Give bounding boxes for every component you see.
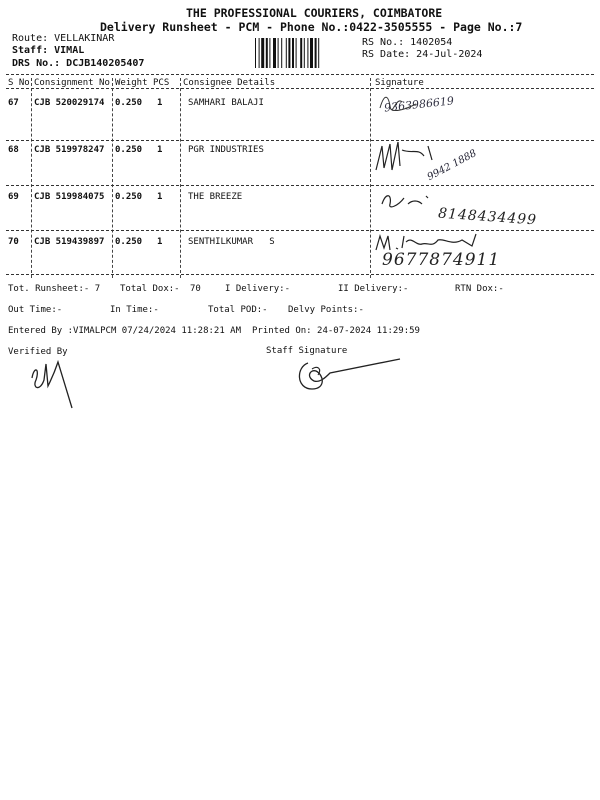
ii-delivery-label: II Delivery:- bbox=[338, 284, 409, 294]
company-name: THE PROFESSIONAL COURIERS, COIMBATORE bbox=[186, 6, 443, 20]
total-dox-label: Total Dox:- bbox=[120, 284, 180, 294]
col-header-weight: Weight bbox=[115, 78, 148, 88]
signature-row-69: 8148434499 bbox=[437, 205, 538, 229]
barcode bbox=[255, 38, 357, 68]
row-consignment: CJB 520029174 bbox=[34, 98, 105, 108]
drs-label: DRS No.: DCJB140205407 bbox=[12, 58, 145, 69]
row-weight: 0.250 bbox=[115, 145, 143, 155]
table-top-rule bbox=[6, 74, 594, 75]
col-divider bbox=[180, 78, 181, 278]
row-weight: 0.250 bbox=[115, 237, 143, 247]
row-pcs: 1 bbox=[157, 192, 163, 202]
row-consignment: CJB 519984075 bbox=[34, 192, 105, 202]
staff-label: Staff: VIMAL bbox=[12, 45, 85, 56]
staff-signature-icon bbox=[290, 355, 430, 395]
table-header-rule bbox=[6, 88, 594, 89]
verified-signature-icon bbox=[26, 358, 86, 418]
signature-row-70: 9677874911 bbox=[382, 250, 501, 270]
col-header-consignee: Consignee Details bbox=[183, 78, 276, 88]
col-header-consignment: Consignment No bbox=[34, 78, 110, 88]
row-sno: 68 bbox=[8, 145, 19, 155]
row-sno: 70 bbox=[8, 237, 19, 247]
row-consignee: THE BREEZE bbox=[188, 192, 243, 202]
row-consignment: CJB 519439897 bbox=[34, 237, 105, 247]
printed-on: Printed On: 24-07-2024 11:29:59 bbox=[252, 326, 420, 336]
col-header-sno: S No bbox=[8, 78, 30, 88]
col-divider bbox=[370, 78, 371, 278]
signature-row-68: 9942 1888 bbox=[425, 147, 479, 184]
row-weight: 0.250 bbox=[115, 192, 143, 202]
row-rule bbox=[6, 185, 594, 186]
signature-scribble-icon bbox=[378, 92, 438, 114]
delvy-points-label: Delvy Points:- bbox=[288, 305, 364, 315]
row-weight: 0.250 bbox=[115, 98, 143, 108]
row-pcs: 1 bbox=[157, 98, 163, 108]
row-consignment: CJB 519978247 bbox=[34, 145, 105, 155]
row-rule bbox=[6, 230, 594, 231]
row-sno: 69 bbox=[8, 192, 19, 202]
rs-date: RS Date: 24-Jul-2024 bbox=[362, 49, 483, 60]
row-consignee: SAMHARI BALAJI bbox=[188, 98, 264, 108]
runsheet-title: Delivery Runsheet - PCM - Phone No.:0422-3505555 - Page No.:7 bbox=[100, 20, 523, 34]
in-time-label: In Time:- bbox=[110, 305, 159, 315]
rtn-dox-label: RTN Dox:- bbox=[455, 284, 504, 294]
verified-by-label: Verified By bbox=[8, 347, 68, 357]
col-divider bbox=[31, 78, 32, 278]
out-time-label: Out Time:- bbox=[8, 305, 63, 315]
row-pcs: 1 bbox=[157, 237, 163, 247]
col-divider bbox=[112, 78, 113, 278]
row-consignee: SENTHILKUMAR S bbox=[188, 237, 275, 247]
col-header-signature: Signature bbox=[375, 78, 424, 88]
col-header-pcs: PCS bbox=[153, 78, 170, 88]
route-label: Route: VELLAKINAR bbox=[12, 33, 115, 44]
total-pod-label: Total POD:- bbox=[208, 305, 268, 315]
staff-signature-label: Staff Signature bbox=[266, 346, 348, 356]
i-delivery-label: I Delivery:- bbox=[225, 284, 291, 294]
row-rule bbox=[6, 140, 594, 141]
table-bottom-rule bbox=[6, 274, 594, 275]
tot-runsheet: Tot. Runsheet:- 7 bbox=[8, 284, 101, 294]
rs-number: RS No.: 1402054 bbox=[362, 37, 453, 48]
signature-scribble-icon bbox=[378, 190, 438, 212]
entered-by: Entered By :VIMALPCM 07/24/2024 11:28:21 AM bbox=[8, 326, 241, 336]
row-pcs: 1 bbox=[157, 145, 163, 155]
total-dox-value: 70 bbox=[190, 284, 201, 294]
signature-row-67: 9363986619 bbox=[383, 94, 455, 115]
row-consignee: PGR INDUSTRIES bbox=[188, 145, 264, 155]
row-sno: 67 bbox=[8, 98, 19, 108]
